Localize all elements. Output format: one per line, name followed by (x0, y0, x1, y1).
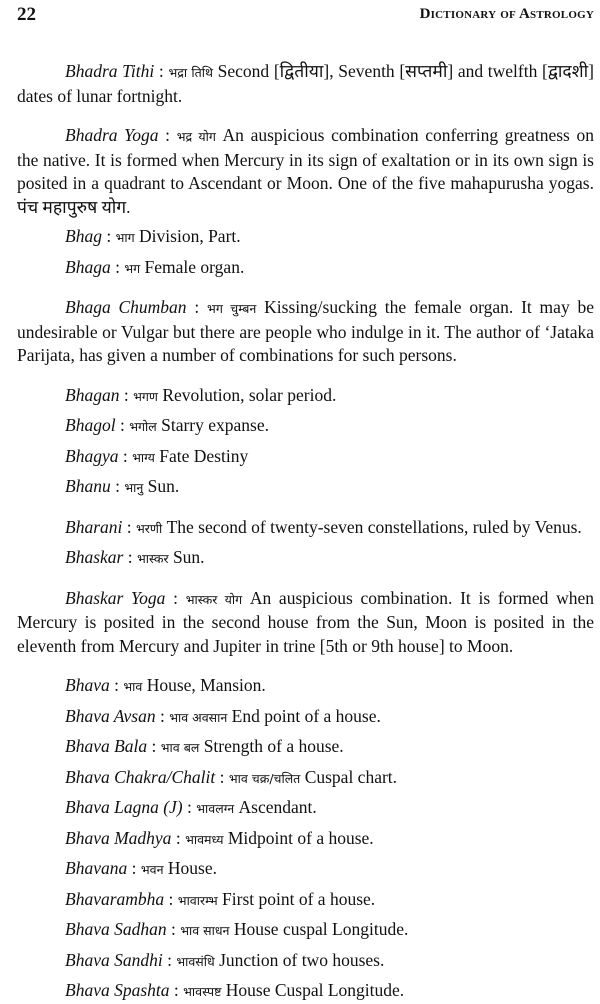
entry-definition: The second of twenty-seven constellations, ruled by Venus. (166, 516, 582, 537)
dictionary-entry (17, 256, 594, 281)
entry-separator: : (186, 297, 208, 317)
entry-definition: Division, Part. (139, 226, 241, 246)
entry-devanagari: भावसंधि (176, 953, 215, 969)
entry-term: Bhava Spashta (65, 980, 170, 1000)
entry-term: Bhaga Chumban (65, 297, 187, 317)
dictionary-entry (17, 918, 594, 943)
entry-devanagari: भास्कर (136, 551, 169, 566)
dictionary-entry (17, 587, 594, 659)
entry-term: Bhavana (65, 858, 128, 878)
dictionary-entry (17, 225, 594, 250)
dictionary-entry (17, 796, 594, 821)
entry-definition: Second [द्वितीया], Seventh [सप्तमी] and twelfth [द्वादशी] dates of lunar fortnight. (17, 61, 594, 106)
entry-separator: : (110, 476, 125, 496)
entry-term: Bhagan (65, 384, 120, 405)
dictionary-entry (17, 766, 594, 791)
entry-definition: House Cuspal Longitude. (225, 980, 405, 1000)
entry-definition: Kissing/sucking the female organ. It may be undesirable or Vulgar but there are people who indulge in it. The author of ‘Jataka Parijata, has given a number of combinations for such persons. (17, 297, 595, 365)
entry-definition: House, Mansion. (146, 675, 266, 695)
entry-term: Bhanu (65, 476, 111, 496)
running-header (17, 4, 594, 26)
entry-term: Bhava Chakra/Chalit (65, 766, 216, 787)
entry-separator: : (110, 256, 125, 277)
entry-term: Bhava Lagna (J) (65, 797, 183, 817)
entry-separator: : (127, 858, 141, 878)
entry-term: Bhava Sadhan (65, 919, 167, 939)
entry-definition: Revolution, solar period. (162, 384, 337, 405)
entry-devanagari: भाव साधन (180, 923, 230, 938)
entry-separator: : (155, 705, 170, 726)
entry-separator: : (119, 384, 134, 405)
entry-term: Bhag (65, 226, 102, 246)
entry-definition: Ascendant. (238, 797, 317, 817)
page-number: 22 (17, 4, 36, 25)
entry-separator: : (122, 516, 136, 537)
entry-devanagari: भानु (124, 480, 144, 495)
entry-list (17, 60, 594, 1004)
entry-term: Bhaga (65, 256, 111, 277)
dictionary-entry (17, 445, 594, 470)
entry-separator: : (118, 445, 133, 466)
entry-definition: First point of a house. (222, 888, 376, 909)
dictionary-entry (17, 384, 594, 409)
entry-term: Bhava Sandhi (65, 949, 163, 970)
entry-separator: : (109, 675, 124, 695)
entry-separator: : (215, 766, 229, 787)
entry-devanagari: भावमध्य (185, 831, 224, 847)
dictionary-entry (17, 414, 594, 439)
dictionary-entry (17, 60, 594, 108)
entry-term: Bhagol (65, 415, 116, 435)
entry-devanagari: भावारम्भ (177, 892, 218, 908)
entry-definition: Strength of a house. (203, 736, 344, 756)
entry-separator: : (182, 797, 197, 817)
dictionary-entry (17, 475, 594, 500)
book-title: Dictionary of Astrology (419, 6, 594, 22)
entry-devanagari: भद्र योग (176, 129, 216, 144)
entry-devanagari: भगण (133, 388, 158, 404)
entry-separator: : (171, 827, 186, 848)
entry-devanagari: भग (124, 260, 141, 276)
entry-separator: : (123, 547, 137, 567)
entry-term: Bhavarambha (65, 888, 165, 909)
entry-definition: Starry expanse. (161, 415, 269, 435)
dictionary-entry (17, 888, 594, 913)
entry-definition: House cuspal Longitude. (233, 919, 409, 939)
entry-term: Bhagya (65, 445, 119, 466)
dictionary-entry (17, 705, 594, 730)
entry-definition: Female organ. (144, 256, 245, 277)
entry-separator: : (166, 919, 181, 939)
entry-devanagari: भरणी (136, 520, 163, 536)
entry-term: Bhadra Tithi (65, 61, 155, 81)
entry-definition: Midpoint of a house. (227, 827, 374, 848)
dictionary-entry (17, 979, 594, 1004)
dictionary-entry (17, 674, 594, 699)
entry-definition: Fate Destiny (159, 445, 249, 466)
entry-definition: Sun. (147, 476, 180, 496)
entry-definition: End point of a house. (231, 705, 381, 726)
entry-separator: : (154, 61, 169, 81)
entry-devanagari: भावलग्न (196, 801, 235, 816)
entry-definition: House. (167, 858, 217, 878)
entry-separator: : (115, 415, 130, 435)
entry-devanagari: भाव (123, 679, 143, 694)
dictionary-entry (17, 827, 594, 852)
entry-term: Bhadra Yoga (65, 125, 159, 145)
entry-separator: : (147, 736, 161, 756)
entry-definition: An auspicious combination conferring greatness on the native. It is formed when Mercury in its sign of exaltation or in its own sign is posited in a quadrant to Ascendant or Moon. One of the five mahapurusha yogas. पंच महापुरुष योग. (17, 125, 595, 217)
dictionary-entry (17, 735, 594, 760)
entry-devanagari: भाग (115, 230, 135, 245)
entry-devanagari: भाव चक्र/चलित (228, 770, 301, 786)
entry-devanagari: भद्रा तिथि (168, 65, 213, 80)
dictionary-entry (17, 857, 594, 882)
entry-devanagari: भगोल (129, 419, 157, 434)
dictionary-entry (17, 546, 594, 571)
entry-devanagari: भास्कर योग (185, 591, 243, 607)
entry-separator: : (165, 587, 186, 608)
dictionary-entry (17, 516, 594, 541)
entry-term: Bhava (65, 675, 110, 695)
entry-separator: : (164, 888, 178, 909)
entry-definition: An auspicious combination. It is formed when Mercury is posited in the second house from the Sun, Moon is posited in the eleventh from Mercury and Jupiter in trine [5th or 9th house] to Moon. (17, 587, 594, 656)
entry-separator: : (101, 226, 116, 246)
dictionary-entry (17, 296, 594, 368)
entry-devanagari: भवन (140, 862, 164, 877)
entry-term: Bhava Bala (65, 736, 148, 756)
entry-separator: : (158, 125, 177, 145)
entry-devanagari: भाव बल (160, 740, 200, 755)
dictionary-entry (17, 124, 594, 219)
entry-term: Bhava Avsan (65, 705, 156, 726)
entry-devanagari: भाग्य (132, 449, 155, 465)
entry-separator: : (162, 949, 177, 970)
entry-term: Bhaskar (65, 547, 124, 567)
dictionary-entry (17, 949, 594, 974)
entry-separator: : (169, 980, 184, 1000)
entry-term: Bhaskar Yoga (65, 587, 166, 608)
entry-definition: Sun. (172, 547, 205, 567)
entry-devanagari: भग चुम्बन (207, 301, 257, 316)
entry-devanagari: भाव अवसान (169, 709, 228, 725)
entry-definition: Junction of two houses. (219, 949, 385, 970)
entry-devanagari: भावस्पष्ट (183, 984, 222, 999)
entry-term: Bharani (65, 516, 123, 537)
entry-definition: Cuspal chart. (304, 766, 398, 787)
entry-term: Bhava Madhya (65, 827, 172, 848)
